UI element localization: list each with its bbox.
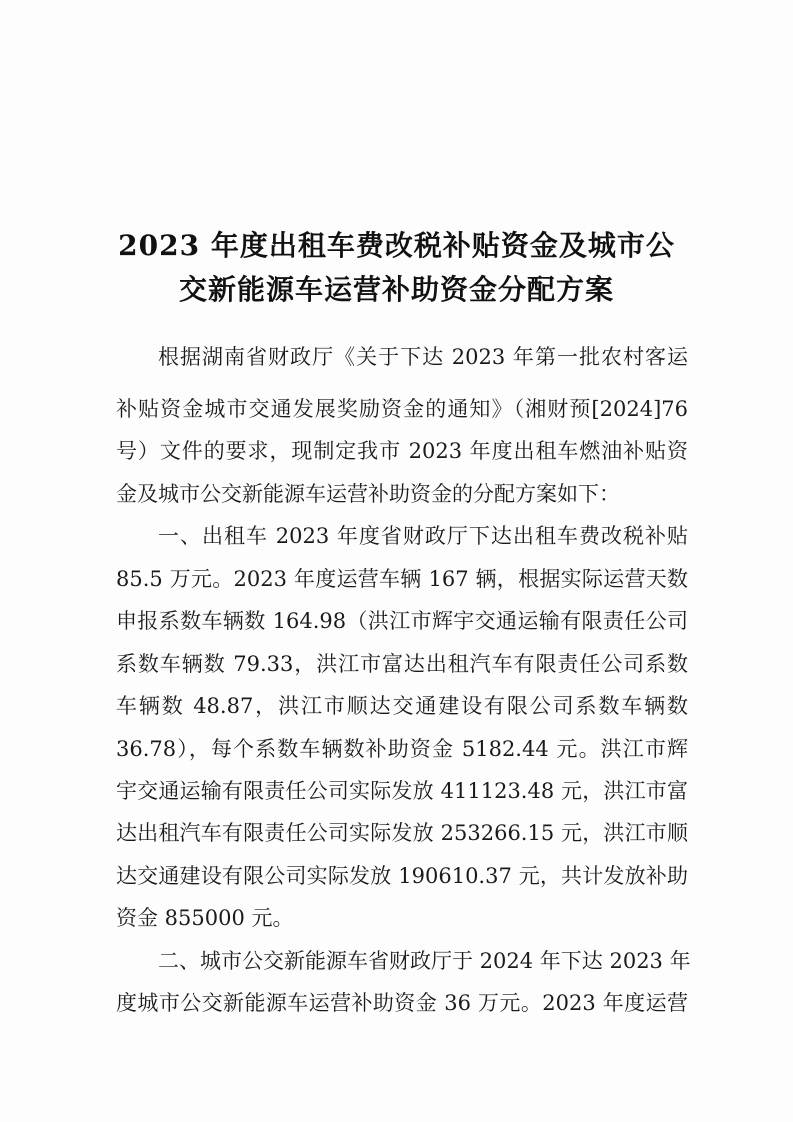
paragraph-intro-line: 金及城市公交新能源车运营补助资金的分配方案如下： — [116, 482, 620, 506]
paragraph-taxi-line: 85.5 万元。2023 年度运营车辆 167 辆，根据实际运营天数 — [116, 567, 688, 591]
document-title-line-1: 2023 年度出租车费改税补贴资金及城市公 — [118, 229, 675, 262]
paragraph-taxi-line: 系数车辆数 79.33，洪江市富达出租汽车有限责任公司系数 — [116, 652, 688, 676]
paragraph-taxi-line: 一、出租车 2023 年度省财政厅下达出租车费改税补贴 — [158, 524, 688, 548]
paragraph-bus-line: 度城市公交新能源车运营补助资金 36 万元。2023 年度运营 — [116, 991, 688, 1015]
paragraph-intro-line: 号）文件的要求，现制定我市 2023 年度出租车燃油补贴资 — [116, 439, 688, 463]
paragraph-taxi-line: 申报系数车辆数 164.98（洪江市辉宇交通运输有限责任公司 — [116, 609, 688, 633]
paragraph-taxi-line: 车辆数 48.87，洪江市顺达交通建设有限公司系数车辆数 — [116, 694, 688, 718]
paragraph-bus-line: 二、城市公交新能源车省财政厅于 2024 年下达 2023 年 — [158, 949, 691, 973]
paragraph-taxi-line: 宇交通运输有限责任公司实际发放 411123.48 元，洪江市富 — [116, 779, 688, 803]
paragraph-taxi-line: 达交通建设有限公司实际发放 190610.37 元，共计发放补助 — [116, 864, 688, 888]
paragraph-intro-line: 补贴资金城市交通发展奖励资金的通知》（湘财预[2024]76 — [116, 397, 688, 421]
paragraph-taxi-line: 36.78），每个系数车辆数补助资金 5182.44 元。洪江市辉 — [116, 737, 688, 761]
paragraph-taxi-line: 资金 855000 元。 — [116, 906, 294, 930]
paragraph-intro-line: 根据湖南省财政厅《关于下达 2023 年第一批农村客运 — [158, 345, 688, 369]
paragraph-taxi-line: 达出租汽车有限责任公司实际发放 253266.15 元，洪江市顺 — [116, 821, 688, 845]
document-title-line-2: 交新能源车运营补助资金分配方案 — [178, 273, 614, 306]
